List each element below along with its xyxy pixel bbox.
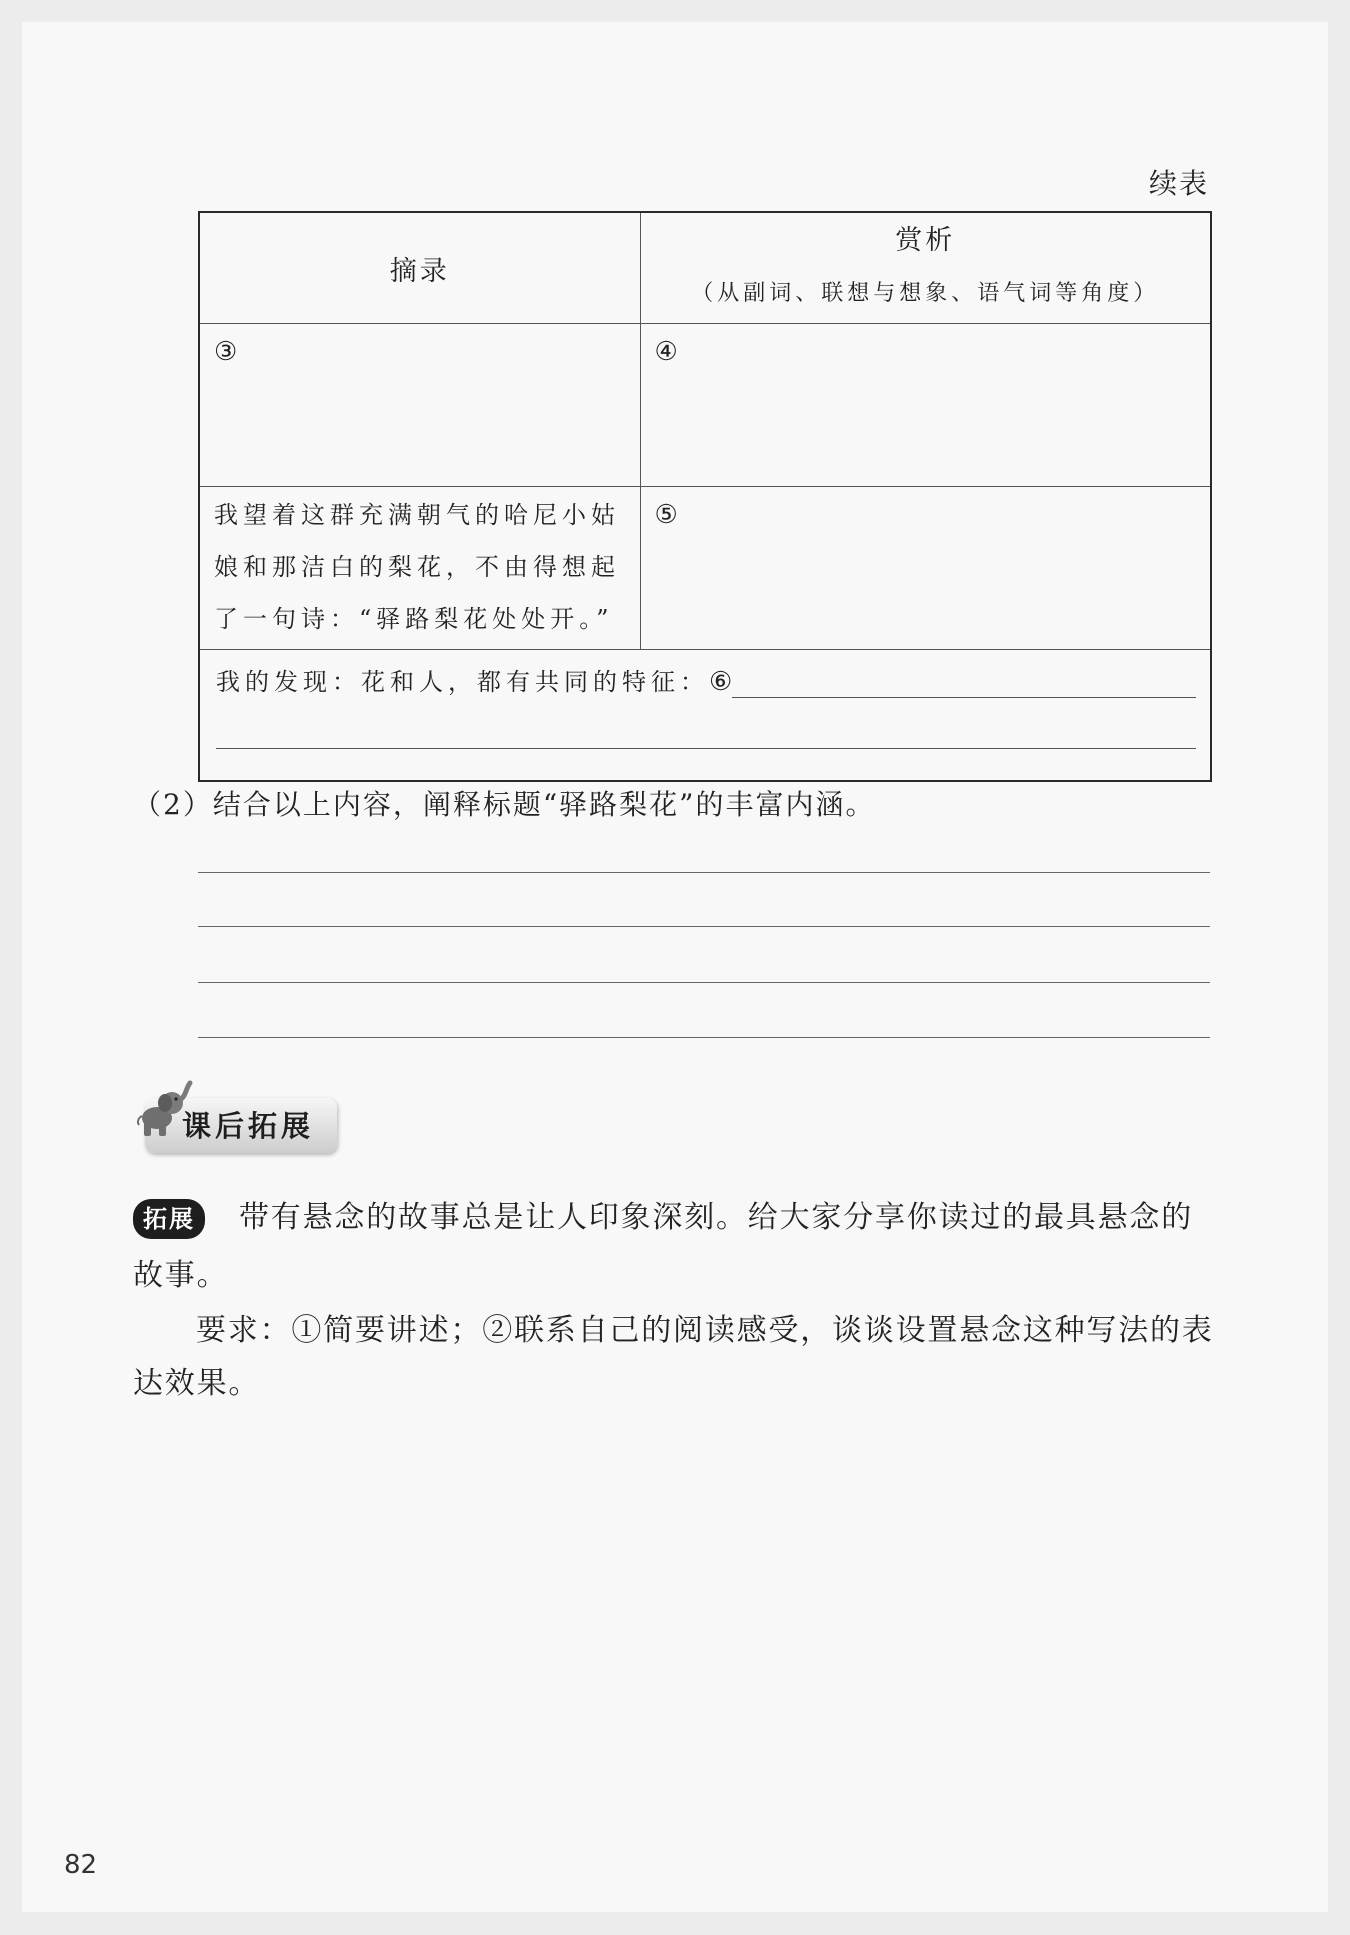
table-row — [199, 487, 1211, 650]
analysis-title: 赏析 — [895, 225, 956, 256]
table-header-row — [199, 212, 1211, 324]
discovery-label: 我的发现：花和人，都有共同的特征： — [216, 668, 709, 696]
answer-line — [198, 872, 1210, 873]
column-header-excerpt: 摘录 — [199, 212, 640, 324]
analysis-note: （从副词、联想与想象、语气词等角度） — [691, 281, 1160, 306]
continued-table-label: 续表 — [1148, 167, 1209, 200]
excerpt-line: 我望着这群充满朝气的哈尼小姑 — [214, 501, 620, 529]
excerpt-quote — [200, 487, 640, 645]
answer-line — [198, 926, 1210, 927]
table-row — [199, 324, 1211, 487]
page-number: 82 — [64, 1850, 98, 1880]
extension-prompt-line: 带有悬念的故事总是让人印象深刻。给大家分享你读过的最具悬念的 — [239, 1200, 1193, 1235]
analysis-cell — [640, 324, 1211, 487]
question-2 — [133, 787, 875, 823]
analysis-cell — [640, 487, 1211, 650]
section-banner — [133, 1078, 348, 1158]
discovery-cell — [199, 650, 1211, 782]
requirement-line: 达效果。 — [133, 1366, 261, 1401]
answer-blank-line — [732, 697, 1196, 698]
circled-number-6: ⑥ — [709, 667, 733, 697]
circled-number-3: ③ — [214, 337, 238, 367]
excerpt-line: 了一句诗：“驿路梨花处处开。” — [214, 605, 614, 633]
answer-line — [198, 1037, 1210, 1038]
circled-number-4: ④ — [654, 337, 678, 367]
question-number: （2） — [133, 788, 213, 821]
excerpt-line: 娘和那洁白的梨花，不由得想起 — [214, 553, 620, 581]
circled-number-5: ⑤ — [654, 500, 678, 530]
excerpt-cell — [199, 487, 640, 650]
question-text: 结合以上内容，阐释标题“驿路梨花”的丰富内涵。 — [212, 788, 876, 821]
discovery-row — [199, 650, 1211, 782]
excerpt-analysis-table — [198, 211, 1212, 782]
answer-line — [198, 982, 1210, 983]
section-title: 课后拓展 — [182, 1109, 315, 1143]
excerpt-cell — [199, 324, 640, 487]
column-header-analysis — [640, 212, 1211, 324]
extension-badge: 拓展 — [133, 1199, 205, 1239]
requirement-line: 要求：①简要讲述；②联系自己的阅读感受，谈谈设置悬念这种写法的表 — [196, 1313, 1214, 1348]
answer-blank-line — [216, 748, 1196, 749]
extension-prompt-line: 故事。 — [133, 1258, 229, 1293]
